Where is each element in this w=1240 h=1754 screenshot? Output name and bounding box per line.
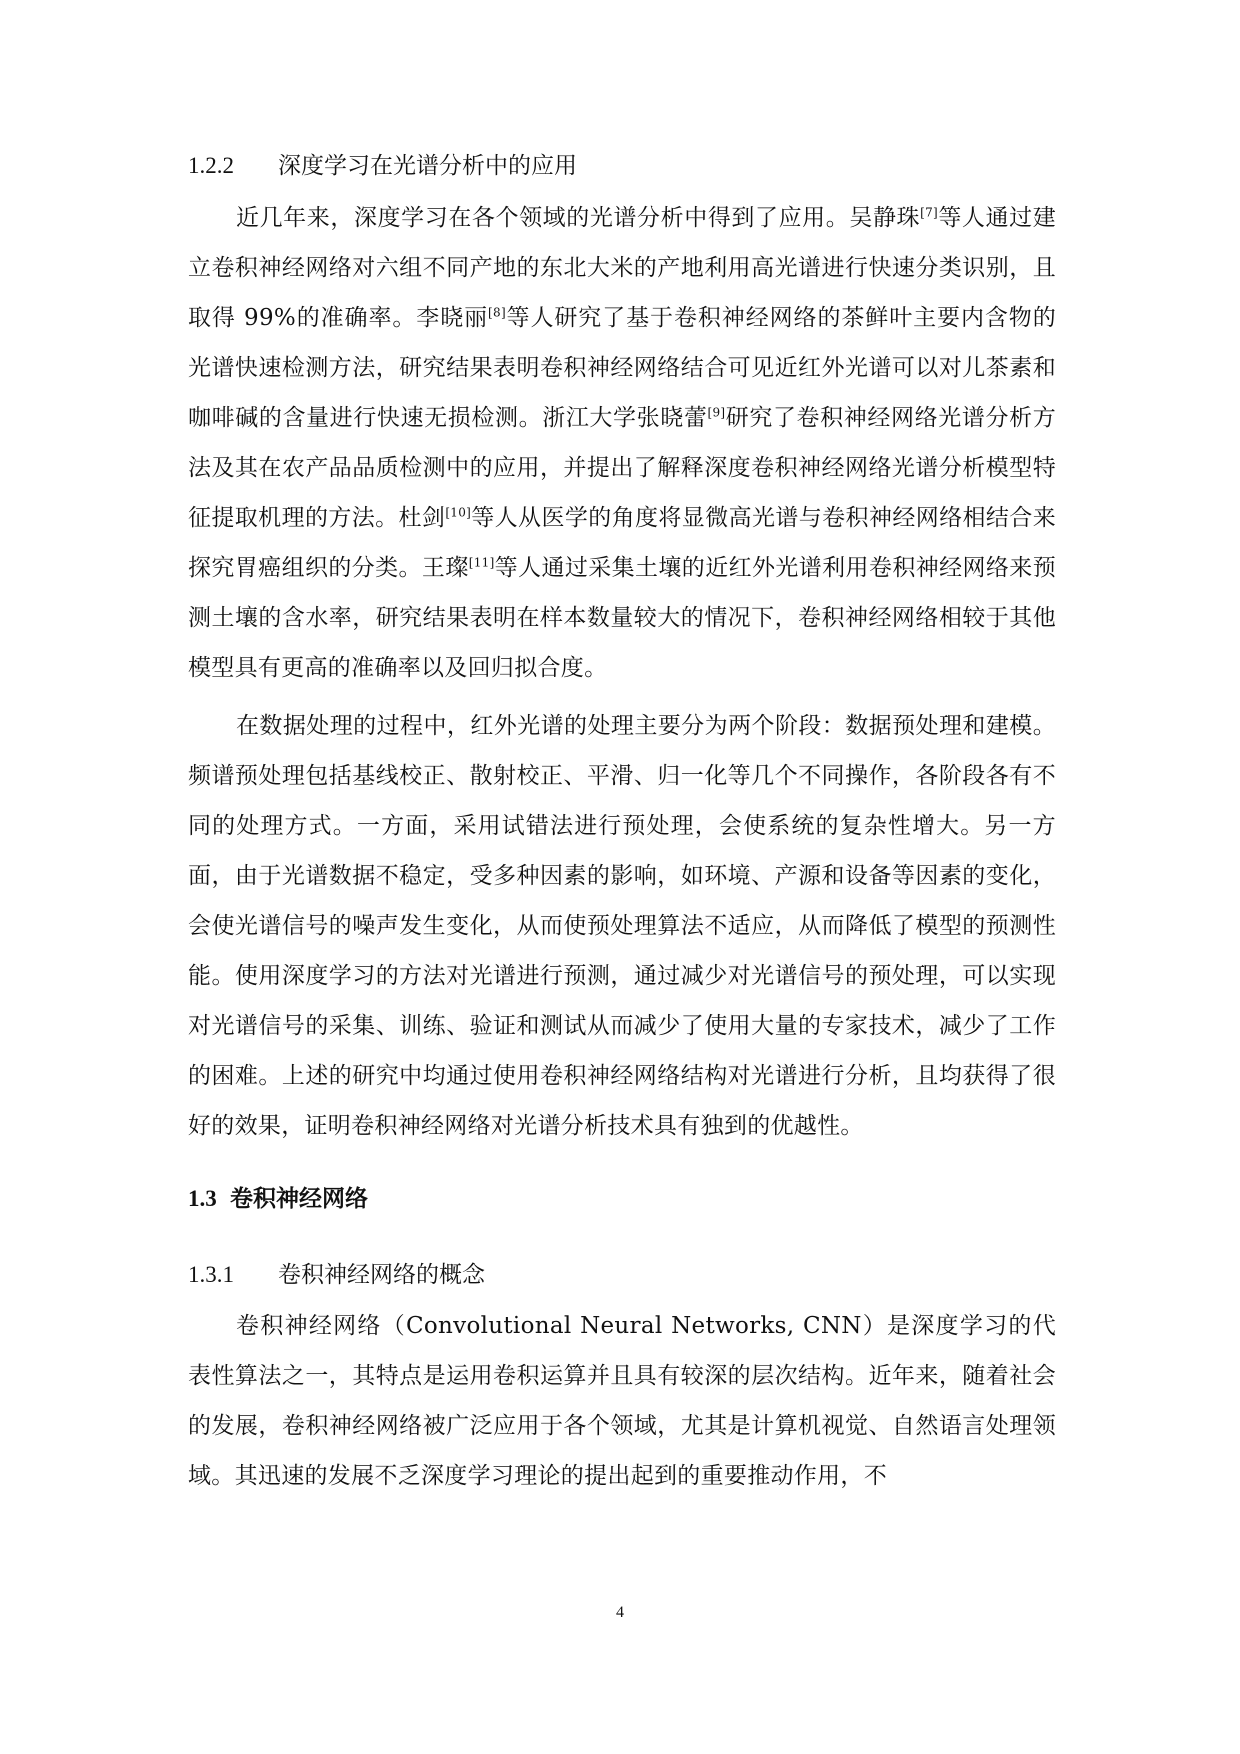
heading-number: 1.3	[188, 1186, 217, 1211]
text-run: 等人从医学的角度将显微高光谱与卷积神经网络相结合来探究胃癌组织的分类。王璨	[188, 505, 1056, 581]
heading-title: 深度学习在光谱分析中的应用	[278, 153, 577, 179]
text-run: 等人研究了基于卷积神经网络的茶鲜叶主要内含物的光谱快速检测方法，研究结果表明卷积神经网络结合可见近红外光谱可以对儿茶素和咖啡碱的含量进行快速无损检测。浙江大学张晓蕾	[188, 305, 1056, 431]
text-run: 等人通过采集土壤的近红外光谱利用卷积神经网络来预测土壤的含水率，研究结果表明在样本数量较大的情况下，卷积神经网络相较于其他模型具有更高的准确率以及回归拟合度。	[188, 555, 1056, 681]
heading-number: 1.2.2	[188, 153, 234, 178]
text-run: 研究了卷积神经网络光谱分析方法及其在农产品品质检测中的应用，并提出了解释深度卷积神经网络光谱分析模型特征提取机理的方法。杜剑	[188, 405, 1056, 531]
citation-ref: [11]	[468, 555, 495, 570]
page-content	[188, 150, 1056, 1501]
page-number: 4	[616, 1604, 624, 1621]
heading-title: 卷积神经网络	[230, 1185, 368, 1212]
subsection-heading-1-2-2	[188, 150, 1056, 182]
paragraph-data-processing: 在数据处理的过程中，红外光谱的处理主要分为两个阶段：数据预处理和建模。频谱预处理包括基线校正、散射校正、平滑、归一化等几个不同操作，各阶段各有不同的处理方式。一方面，采用试错法进行预处理，会使系统的复杂性增大。另一方面，由于光谱数据不稳定，受多种因素的影响，如环境、产源和设备等因素的变化，会使光谱信号的噪声发生变化，从而使预处理算法不适应，从而降低了模型的预测性能。使用深度学习的方法对光谱进行预测，通过减少对光谱信号的预处理，可以实现对光谱信号的采集、训练、验证和测试从而减少了使用大量的专家技术，减少了工作的困难。上述的研究中均通过使用卷积神经网络结构对光谱进行分析，且均获得了很好的效果，证明卷积神经网络对光谱分析技术具有独到的优越性。	[188, 713, 1056, 1139]
heading-title: 卷积神经网络的概念	[278, 1262, 485, 1288]
section-heading-1-3	[188, 1183, 1056, 1215]
citation-ref: [8]	[488, 305, 506, 320]
text-run: 近几年来，深度学习在各个领域的光谱分析中得到了应用。吴静珠	[236, 205, 921, 231]
citation-ref: [7]	[920, 205, 939, 220]
subsection-heading-1-3-1	[188, 1259, 1056, 1291]
heading-number: 1.3.1	[188, 1262, 234, 1287]
citation-ref: [10]	[445, 505, 472, 520]
paragraph-applications	[188, 193, 1056, 693]
paragraph-cnn-concept: 卷积神经网络（Convolutional Neural Networks, CNN）是深度学习的代表性算法之一，其特点是运用卷积运算并且具有较深的层次结构。近年来，随着社会的发展，卷积神经网络被广泛应用于各个领域，尤其是计算机视觉、自然语言处理领域。其迅速的发展不乏深度学习理论的提出起到的重要推动作用，不	[188, 1313, 1056, 1489]
citation-ref: [9]	[707, 405, 726, 420]
text-run: 等人通过建立卷积神经网络对六组不同产地的东北大米的产地利用高光谱进行快速分类识别，且取得 99%的准确率。李晓丽	[188, 205, 1057, 331]
